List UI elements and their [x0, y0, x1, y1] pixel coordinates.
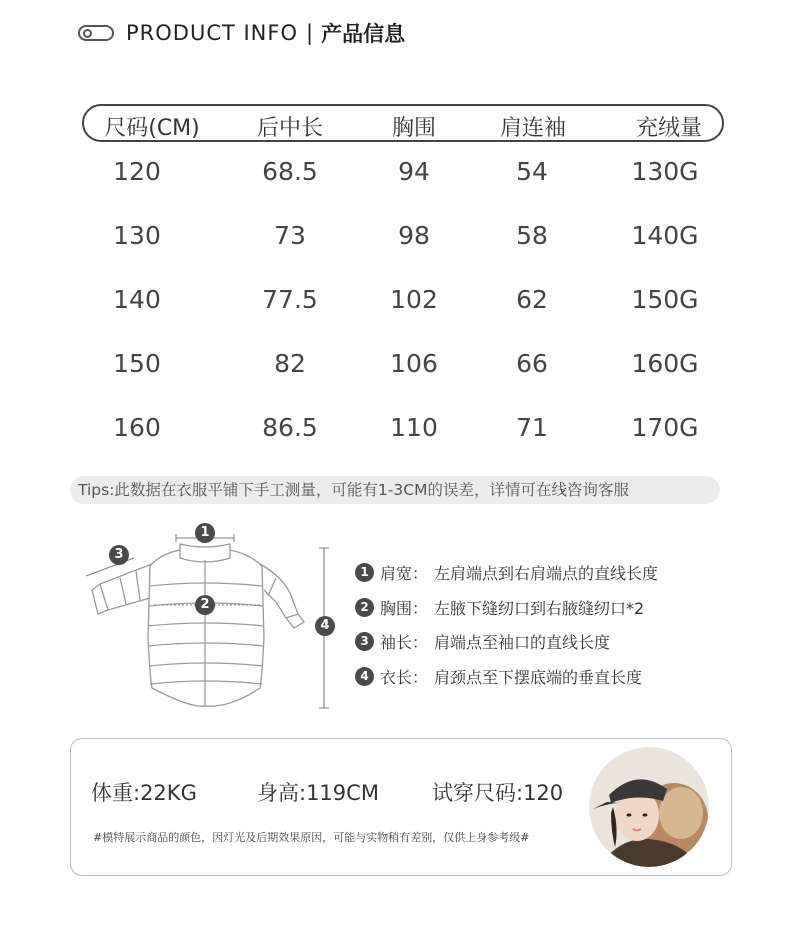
legend-label: 胸围： [380, 598, 429, 618]
marker-chest-icon: 2 [195, 595, 215, 615]
cell-size: 130 [113, 221, 161, 250]
cell-fill-weight: 170G [631, 413, 699, 442]
cell-back-length: 82 [274, 349, 306, 378]
cell-back-length: 68.5 [262, 157, 318, 186]
cell-chest: 102 [390, 285, 438, 314]
cell-size: 140 [113, 285, 161, 314]
cell-sleeve: 58 [516, 221, 548, 250]
header-title-en: PRODUCT INFO [126, 21, 299, 45]
table-row [82, 349, 724, 389]
column-header-size: 尺码(CM) [104, 116, 200, 141]
garment-diagram [80, 518, 350, 718]
cell-chest: 106 [390, 349, 438, 378]
cell-chest: 94 [398, 157, 430, 186]
column-header-back-length: 后中长 [256, 116, 323, 141]
cell-chest: 98 [398, 221, 430, 250]
cell-sleeve: 54 [516, 157, 548, 186]
number-3-icon: 3 [355, 632, 374, 651]
column-header-fill-weight: 充绒量 [635, 116, 702, 141]
model-size: 试穿尺码:120 [432, 781, 564, 805]
cell-back-length: 77.5 [262, 285, 318, 314]
model-photo [589, 747, 709, 867]
legend-item-shoulder [355, 559, 658, 585]
legend-description: 左肩端点到右肩端点的直线长度 [434, 563, 659, 583]
cell-fill-weight: 140G [631, 221, 699, 250]
legend-item-length [355, 663, 642, 689]
section-header [78, 18, 405, 48]
model-disclaimer: #模特展示商品的颜色，因灯光及后期效果原因，可能与实物稍有差别，仅供上身参考级# [93, 831, 530, 844]
marker-length-icon: 4 [315, 616, 335, 636]
measurement-tips: Tips:此数据在衣服平铺下手工测量，可能有1-3CM的误差，详情可在线咨询客服 [70, 476, 720, 504]
cell-fill-weight: 160G [631, 349, 699, 378]
cell-size: 160 [113, 413, 161, 442]
number-4-icon: 4 [355, 667, 374, 686]
cell-sleeve: 71 [516, 413, 548, 442]
number-2-icon: 2 [355, 598, 374, 617]
model-avatar [589, 747, 709, 867]
model-height: 身高:119CM [257, 781, 379, 805]
marker-sleeve-icon: 3 [109, 545, 129, 565]
legend-item-chest [355, 594, 644, 620]
header-title-cn: 产品信息 [321, 22, 406, 46]
table-row [82, 285, 724, 325]
table-row [82, 221, 724, 261]
toggle-icon [78, 25, 114, 41]
cell-size: 150 [113, 349, 161, 378]
cell-back-length: 86.5 [262, 413, 318, 442]
cell-back-length: 73 [274, 221, 306, 250]
number-1-icon: 1 [355, 563, 374, 582]
legend-label: 衣长： [380, 667, 429, 687]
legend-label: 袖长： [380, 632, 429, 652]
table-row [82, 413, 724, 453]
marker-shoulder-icon: 1 [195, 523, 215, 543]
cell-size: 120 [113, 157, 161, 186]
legend-description: 左腋下缝纫口到右腋缝纫口*2 [434, 598, 645, 618]
legend-description: 肩端点至袖口的直线长度 [434, 632, 611, 652]
cell-fill-weight: 150G [631, 285, 699, 314]
cell-chest: 110 [390, 413, 438, 442]
column-header-sleeve: 肩连袖 [499, 116, 566, 141]
cell-fill-weight: 130G [631, 157, 699, 186]
legend-description: 肩颈点至下摆底端的垂直长度 [434, 667, 643, 687]
header-separator: | [306, 21, 314, 45]
model-weight: 体重:22KG [91, 781, 197, 805]
legend-item-sleeve [355, 628, 610, 654]
cell-sleeve: 66 [516, 349, 548, 378]
size-table-header [82, 104, 724, 142]
legend-label: 肩宽： [380, 563, 429, 583]
model-info-card [70, 738, 732, 876]
column-header-chest: 胸围 [391, 116, 436, 141]
cell-sleeve: 62 [516, 285, 548, 314]
table-row [82, 157, 724, 197]
